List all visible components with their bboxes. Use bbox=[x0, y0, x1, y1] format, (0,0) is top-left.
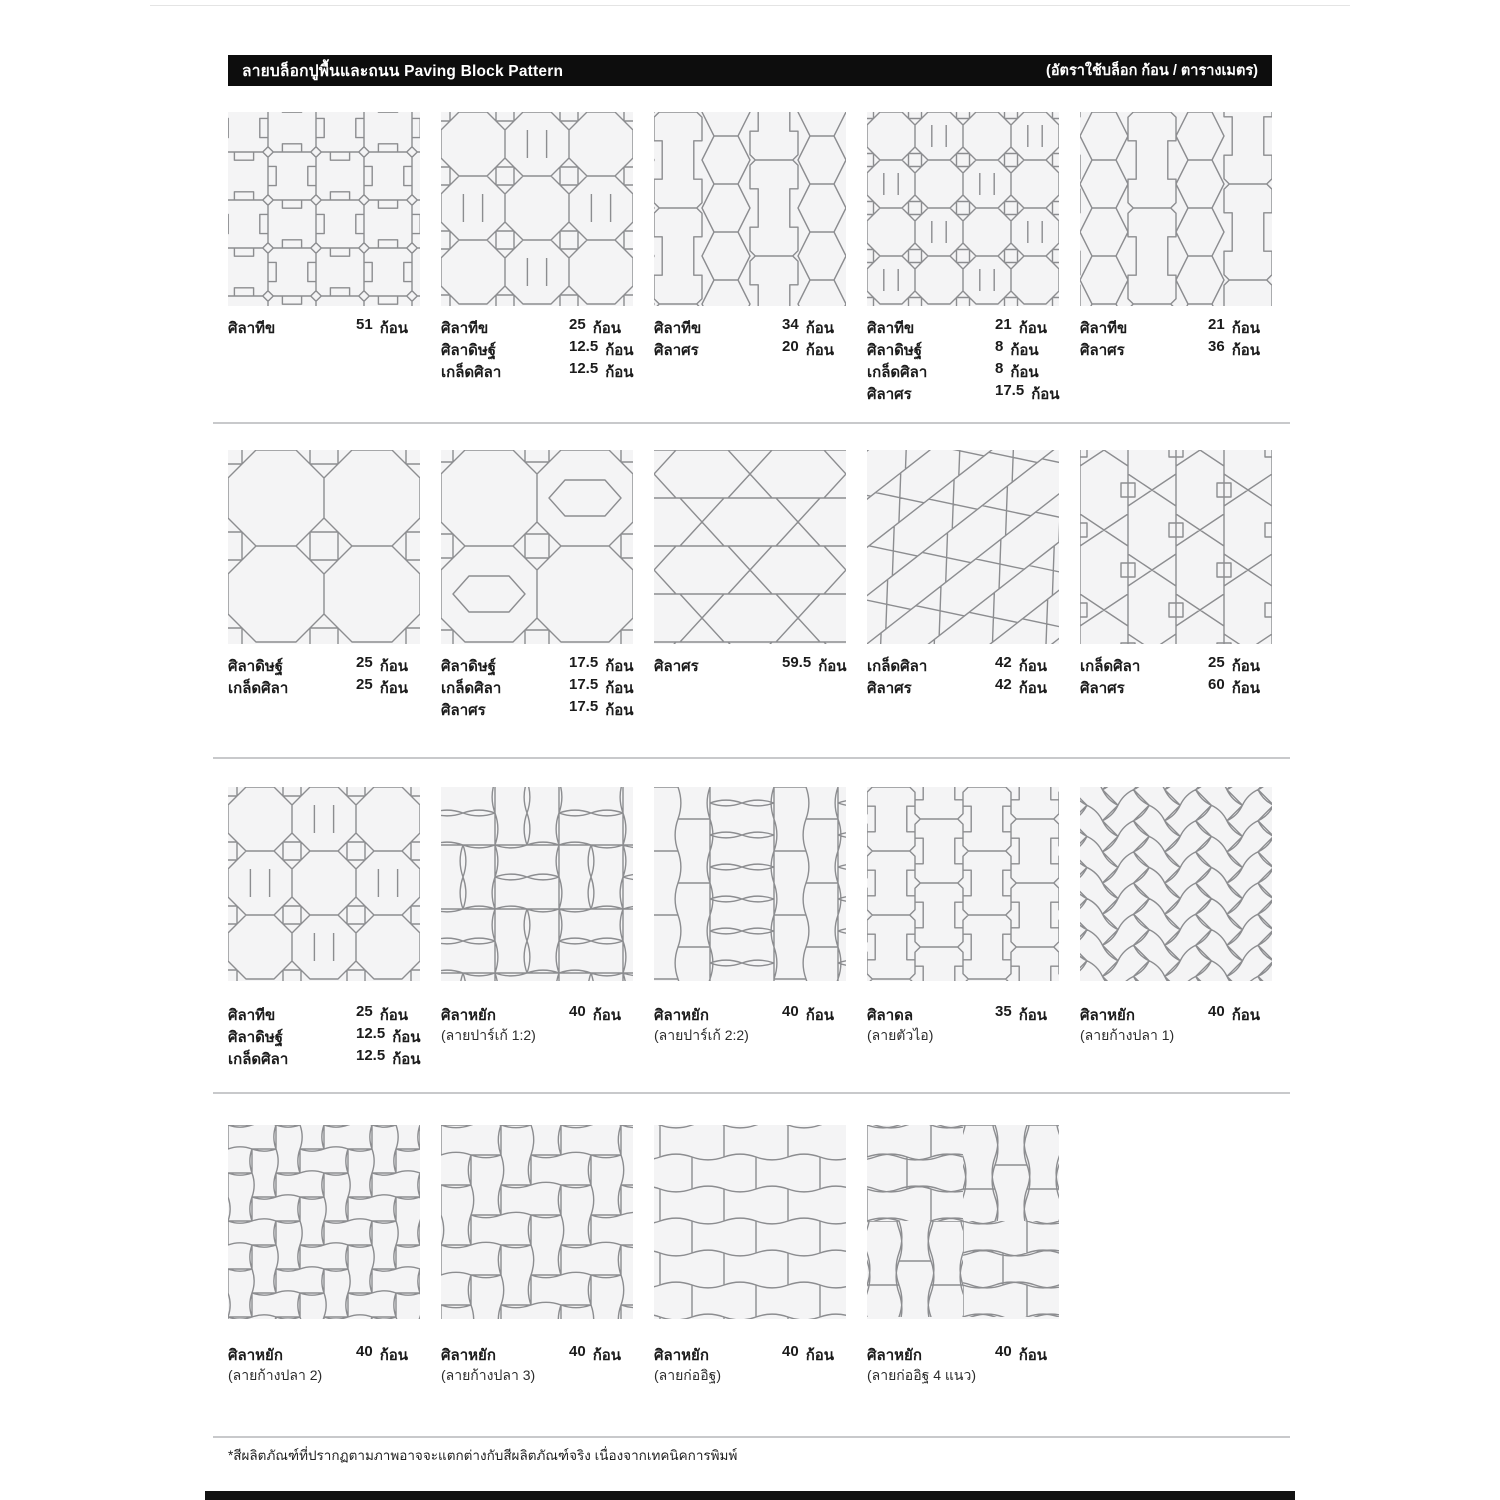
product-line bbox=[867, 338, 1059, 360]
product-qty bbox=[995, 654, 1047, 678]
qty-unit: ก้อน bbox=[1018, 320, 1048, 337]
product-line bbox=[654, 1003, 846, 1025]
pattern-swatch-zigzag-herringbone-90 bbox=[228, 1125, 420, 1319]
product-qty bbox=[782, 338, 834, 362]
paving-pattern-icon bbox=[441, 112, 633, 306]
top-rule bbox=[150, 5, 1350, 6]
product-qty bbox=[569, 338, 634, 362]
product-name: ศิลาหยัก bbox=[654, 1347, 709, 1364]
qty-number: 17.5 bbox=[995, 382, 1025, 399]
product-qty bbox=[569, 698, 634, 722]
product-line bbox=[228, 1003, 420, 1025]
product-qty bbox=[569, 676, 634, 700]
qty-unit: ก้อน bbox=[1031, 386, 1060, 403]
product-line bbox=[867, 654, 1059, 676]
product-qty bbox=[356, 316, 408, 340]
qty-number: 40 bbox=[1208, 1003, 1225, 1020]
qty-unit: ก้อน bbox=[379, 320, 409, 337]
product-line bbox=[867, 382, 1059, 404]
qty-number: 35 bbox=[995, 1003, 1012, 1020]
qty-unit: ก้อน bbox=[379, 1347, 409, 1364]
product-name: เกล็ดศิลา bbox=[441, 364, 502, 381]
product-name: ศิลาศร bbox=[1080, 680, 1125, 697]
product-line bbox=[228, 1025, 420, 1047]
product-line bbox=[1080, 676, 1272, 698]
paving-pattern-icon bbox=[228, 112, 420, 306]
pattern-label bbox=[441, 1003, 633, 1047]
pattern-label bbox=[1080, 1003, 1272, 1047]
product-name: ศิลาดิษฐ์ bbox=[228, 658, 284, 675]
pattern-sub-label: (ลายปาร์เก้ 2:2) bbox=[654, 1027, 749, 1043]
product-line bbox=[654, 654, 846, 676]
pattern-label bbox=[867, 1003, 1059, 1047]
product-line bbox=[228, 316, 420, 338]
product-line bbox=[1080, 316, 1272, 338]
product-line bbox=[1080, 654, 1272, 676]
product-qty bbox=[995, 382, 1060, 406]
product-name: เกล็ดศิลา bbox=[1080, 658, 1141, 675]
product-qty bbox=[1208, 654, 1260, 678]
product-line bbox=[441, 698, 633, 720]
paving-pattern-icon bbox=[654, 1125, 846, 1319]
product-name: เกล็ดศิลา bbox=[228, 680, 289, 697]
product-line bbox=[654, 338, 846, 360]
qty-number: 36 bbox=[1208, 338, 1225, 355]
product-qty bbox=[569, 1003, 621, 1027]
product-qty bbox=[1208, 338, 1260, 362]
pattern-label bbox=[654, 654, 846, 676]
qty-unit: ก้อน bbox=[1010, 342, 1039, 359]
qty-number: 34 bbox=[782, 316, 799, 333]
qty-unit: ก้อน bbox=[805, 320, 835, 337]
product-name: ศิลาหยัก bbox=[441, 1007, 496, 1024]
product-qty bbox=[995, 1003, 1047, 1027]
qty-unit: ก้อน bbox=[605, 342, 634, 359]
pattern-sub-label: (ลายก่ออิฐ 4 แนว) bbox=[867, 1367, 977, 1383]
qty-number: 8 bbox=[995, 338, 1004, 355]
pattern-label bbox=[867, 316, 1059, 404]
pattern-swatch-i-block-hexagon-alt bbox=[1080, 112, 1272, 306]
product-qty bbox=[356, 1047, 421, 1071]
product-name: ศิลาหยัก bbox=[867, 1347, 922, 1364]
paving-pattern-icon bbox=[867, 787, 1059, 981]
qty-number: 21 bbox=[1208, 316, 1225, 333]
product-line bbox=[867, 360, 1059, 382]
qty-unit: ก้อน bbox=[1231, 658, 1261, 675]
product-line bbox=[654, 316, 846, 338]
product-name: ศิลาศร bbox=[441, 702, 486, 719]
row-divider bbox=[213, 422, 1290, 424]
pattern-swatch-square-hexagon-vertical bbox=[1080, 450, 1272, 644]
pattern-swatch-zigzag-herringbone-90-wide bbox=[441, 1125, 633, 1319]
product-name: ศิลาทีข bbox=[441, 320, 489, 337]
product-name: ศิลาทีข bbox=[228, 1007, 276, 1024]
qty-number: 40 bbox=[569, 1003, 586, 1020]
qty-unit: ก้อน bbox=[605, 680, 634, 697]
product-qty bbox=[995, 316, 1047, 340]
pattern-label bbox=[441, 316, 633, 382]
pattern-label bbox=[1080, 654, 1272, 698]
pattern-label bbox=[441, 1343, 633, 1387]
pattern-swatch-zigzag-parquet-2-2 bbox=[654, 787, 846, 981]
product-name: ศิลาดิษฐ์ bbox=[867, 342, 923, 359]
paving-pattern-icon bbox=[441, 1125, 633, 1319]
product-name: เกล็ดศิลา bbox=[867, 658, 928, 675]
product-name: ศิลาทีข bbox=[228, 320, 276, 337]
pattern-swatch-zigzag-basket-4-way bbox=[867, 1125, 1059, 1319]
qty-number: 59.5 bbox=[782, 654, 812, 671]
qty-number: 60 bbox=[1208, 676, 1225, 693]
product-qty bbox=[356, 654, 408, 678]
product-name: ศิลาศร bbox=[654, 342, 699, 359]
row-divider bbox=[213, 757, 1290, 759]
paving-pattern-icon bbox=[228, 787, 420, 981]
qty-number: 40 bbox=[782, 1343, 799, 1360]
qty-unit: ก้อน bbox=[605, 658, 634, 675]
footnote: *สีผลิตภัณฑ์ที่ปรากฏตามภาพอาจจะแตกต่างกับสีผลิตภัณฑ์จริง เนื่องจากเทคนิคการพิมพ์ bbox=[228, 1448, 738, 1463]
paving-pattern-icon bbox=[654, 450, 846, 644]
qty-unit: ก้อน bbox=[1231, 320, 1261, 337]
pattern-swatch-octagon-square-hexagon bbox=[441, 450, 633, 644]
pattern-sub-label: (ลายปาร์เก้ 1:2) bbox=[441, 1027, 536, 1043]
qty-number: 25 bbox=[356, 676, 373, 693]
pattern-label bbox=[867, 1343, 1059, 1387]
qty-unit: ก้อน bbox=[392, 1029, 421, 1046]
product-line bbox=[441, 676, 633, 698]
pattern-sub-label: (ลายก่ออิฐ) bbox=[654, 1367, 721, 1383]
product-name: เกล็ดศิลา bbox=[867, 364, 928, 381]
product-line bbox=[228, 1343, 420, 1365]
pattern-label bbox=[654, 1003, 846, 1047]
pattern-swatch-octagon-square-i-block bbox=[441, 112, 633, 306]
pattern-label bbox=[228, 1003, 420, 1069]
pattern-label bbox=[441, 654, 633, 720]
pattern-label bbox=[1080, 316, 1272, 360]
product-line bbox=[441, 1343, 633, 1365]
pattern-label bbox=[867, 654, 1059, 698]
pattern-swatch-octagon-square-large bbox=[228, 450, 420, 644]
pattern-swatch-i-block-hexagon bbox=[654, 112, 846, 306]
qty-unit: ก้อน bbox=[392, 1051, 421, 1068]
pattern-label bbox=[228, 1343, 420, 1387]
pattern-label bbox=[228, 316, 420, 338]
pattern-sub-label: (ลายตัวไอ) bbox=[867, 1027, 934, 1043]
qty-number: 51 bbox=[356, 316, 373, 333]
pattern-swatch-i-dumbbell-columns bbox=[867, 787, 1059, 981]
qty-number: 25 bbox=[1208, 654, 1225, 671]
product-line bbox=[654, 1343, 846, 1365]
qty-unit: ก้อน bbox=[805, 1347, 835, 1364]
product-qty bbox=[995, 676, 1047, 700]
product-name: ศิลาหยัก bbox=[654, 1007, 709, 1024]
paving-pattern-icon bbox=[1080, 450, 1272, 644]
product-name: เกล็ดศิลา bbox=[441, 680, 502, 697]
usage-rate-note: (อัตราใช้บล็อก ก้อน / ตารางเมตร) bbox=[1045, 63, 1258, 79]
pattern-sub-label: (ลายก้างปลา 2) bbox=[228, 1367, 323, 1383]
qty-unit: ก้อน bbox=[605, 702, 634, 719]
product-line bbox=[867, 676, 1059, 698]
product-qty bbox=[569, 654, 634, 678]
qty-unit: ก้อน bbox=[605, 364, 634, 381]
product-line bbox=[441, 654, 633, 676]
product-name: ศิลาศร bbox=[654, 658, 699, 675]
product-name: ศิลาดิษฐ์ bbox=[441, 342, 497, 359]
qty-number: 12.5 bbox=[569, 360, 599, 377]
product-qty bbox=[569, 1343, 621, 1367]
product-line bbox=[441, 360, 633, 382]
section-title: ลายบล็อกปูพื้นและถนน Paving Block Pattern bbox=[242, 63, 564, 80]
qty-number: 20 bbox=[782, 338, 799, 355]
qty-number: 40 bbox=[569, 1343, 586, 1360]
qty-unit: ก้อน bbox=[1018, 1007, 1048, 1024]
row-divider bbox=[213, 1436, 1290, 1438]
product-qty bbox=[782, 1003, 834, 1027]
pattern-sub-label: (ลายก้างปลา 3) bbox=[441, 1367, 536, 1383]
qty-unit: ก้อน bbox=[592, 1347, 622, 1364]
product-name: ศิลาดิษฐ์ bbox=[441, 658, 497, 675]
qty-unit: ก้อน bbox=[592, 1007, 622, 1024]
pattern-swatch-zigzag-parquet-1-2 bbox=[441, 787, 633, 981]
product-qty bbox=[1208, 1003, 1260, 1027]
qty-unit: ก้อน bbox=[379, 680, 409, 697]
section-header-bar bbox=[228, 55, 1272, 86]
product-qty bbox=[569, 360, 634, 384]
qty-unit: ก้อน bbox=[379, 1007, 409, 1024]
product-qty bbox=[995, 1343, 1047, 1367]
product-qty bbox=[782, 316, 834, 340]
product-name: ศิลาดิษฐ์ bbox=[228, 1029, 284, 1046]
product-qty bbox=[782, 1343, 834, 1367]
product-qty bbox=[782, 654, 847, 678]
qty-number: 40 bbox=[356, 1343, 373, 1360]
qty-unit: ก้อน bbox=[379, 658, 409, 675]
product-qty bbox=[1208, 316, 1260, 340]
product-name: ศิลาศร bbox=[867, 386, 912, 403]
pattern-label bbox=[654, 1343, 846, 1387]
paving-pattern-icon bbox=[867, 1125, 1059, 1319]
product-line bbox=[1080, 1003, 1272, 1025]
qty-unit: ก้อน bbox=[1231, 680, 1261, 697]
product-name: ศิลาทีข bbox=[654, 320, 702, 337]
pattern-label bbox=[654, 316, 846, 360]
pattern-swatch-i-block-basketweave bbox=[228, 112, 420, 306]
product-line bbox=[867, 1343, 1059, 1365]
qty-unit: ก้อน bbox=[1010, 364, 1039, 381]
qty-unit: ก้อน bbox=[1018, 658, 1048, 675]
pattern-swatch-hexagon-running-bond bbox=[654, 450, 846, 644]
bottom-section-edge bbox=[205, 1491, 1295, 1500]
paving-pattern-icon bbox=[441, 787, 633, 981]
qty-unit: ก้อน bbox=[805, 1007, 835, 1024]
qty-number: 25 bbox=[356, 654, 373, 671]
qty-number: 40 bbox=[995, 1343, 1012, 1360]
paving-pattern-icon bbox=[1080, 787, 1272, 981]
qty-number: 25 bbox=[569, 316, 586, 333]
pattern-swatch-hexagon-diagonal-weave bbox=[867, 450, 1059, 644]
product-qty bbox=[356, 1343, 408, 1367]
paving-pattern-icon bbox=[654, 112, 846, 306]
product-name: ศิลาทีข bbox=[867, 320, 915, 337]
product-line bbox=[228, 676, 420, 698]
product-qty bbox=[356, 1025, 421, 1049]
product-name: ศิลาหยัก bbox=[1080, 1007, 1135, 1024]
pattern-swatch-i-block-octagon-square-hexagon bbox=[867, 112, 1059, 306]
product-line bbox=[228, 654, 420, 676]
pattern-swatch-zigzag-running-bond bbox=[654, 1125, 846, 1319]
product-qty bbox=[1208, 676, 1260, 700]
product-line bbox=[441, 1003, 633, 1025]
qty-number: 42 bbox=[995, 654, 1012, 671]
paving-pattern-icon bbox=[441, 450, 633, 644]
product-qty bbox=[995, 360, 1039, 384]
qty-number: 8 bbox=[995, 360, 1004, 377]
product-name: ศิลาหยัก bbox=[441, 1347, 496, 1364]
qty-number: 40 bbox=[782, 1003, 799, 1020]
paving-pattern-icon bbox=[1080, 112, 1272, 306]
product-line bbox=[867, 1003, 1059, 1025]
product-name: เกล็ดศิลา bbox=[228, 1051, 289, 1068]
qty-number: 17.5 bbox=[569, 654, 599, 671]
paving-pattern-icon bbox=[867, 112, 1059, 306]
row-divider bbox=[213, 1092, 1290, 1094]
qty-unit: ก้อน bbox=[805, 342, 835, 359]
product-name: ศิลาศร bbox=[867, 680, 912, 697]
product-line bbox=[228, 1047, 420, 1069]
product-qty bbox=[356, 1003, 408, 1027]
product-qty bbox=[569, 316, 621, 340]
qty-number: 12.5 bbox=[569, 338, 599, 355]
product-name: ศิลาหยัก bbox=[228, 1347, 283, 1364]
qty-unit: ก้อน bbox=[1018, 680, 1048, 697]
paving-pattern-icon bbox=[867, 450, 1059, 644]
pattern-sub-label: (ลายก้างปลา 1) bbox=[1080, 1027, 1175, 1043]
product-line bbox=[1080, 338, 1272, 360]
qty-number: 12.5 bbox=[356, 1025, 386, 1042]
product-line bbox=[867, 316, 1059, 338]
product-line bbox=[441, 338, 633, 360]
qty-number: 42 bbox=[995, 676, 1012, 693]
product-line bbox=[441, 316, 633, 338]
product-name: ศิลาดล bbox=[867, 1007, 914, 1024]
qty-unit: ก้อน bbox=[1231, 1007, 1261, 1024]
qty-unit: ก้อน bbox=[1231, 342, 1261, 359]
product-qty bbox=[995, 338, 1039, 362]
qty-unit: ก้อน bbox=[592, 320, 622, 337]
qty-number: 25 bbox=[356, 1003, 373, 1020]
product-name: ศิลาทีข bbox=[1080, 320, 1128, 337]
product-qty bbox=[356, 676, 408, 700]
pattern-swatch-octagon-square-i-block bbox=[228, 787, 420, 981]
pattern-swatch-zigzag-herringbone-45 bbox=[1080, 787, 1272, 981]
qty-number: 17.5 bbox=[569, 676, 599, 693]
qty-number: 17.5 bbox=[569, 698, 599, 715]
qty-unit: ก้อน bbox=[818, 658, 847, 675]
paving-pattern-icon bbox=[654, 787, 846, 981]
product-name: ศิลาศร bbox=[1080, 342, 1125, 359]
qty-number: 12.5 bbox=[356, 1047, 386, 1064]
qty-unit: ก้อน bbox=[1018, 1347, 1048, 1364]
pattern-label bbox=[228, 654, 420, 698]
paving-pattern-icon bbox=[228, 450, 420, 644]
paving-pattern-icon bbox=[228, 1125, 420, 1319]
qty-number: 21 bbox=[995, 316, 1012, 333]
